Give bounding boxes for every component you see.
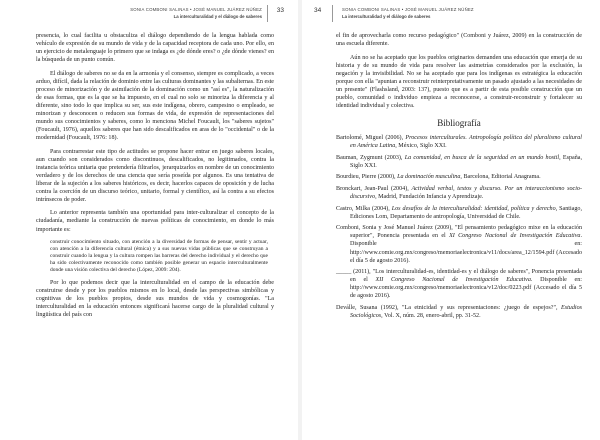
reference-list (336, 134, 582, 320)
page-number: 33 (276, 7, 284, 14)
header-divider (332, 5, 333, 22)
page-number: 34 (314, 7, 322, 14)
reference-entry: Bauman, Zygmunt (2003), La comunidad, en busca de la seguridad en un mundo hostil, España, Siglo XXI. (336, 154, 583, 169)
running-head-authors: SONIA COMBONI SALINAS • JOSÉ MANUEL JUÁREZ NÚÑEZ (130, 7, 262, 12)
reference-entry: Bronckart, Jean-Paul (2004), Actividad verbal, textos y discurso. Por un interaccionismo socio-discursivo, Madrid, Fundación Infancia y Aprendizaje. (336, 185, 582, 201)
reference-entry: Comboni, Sonia y José Manuel Juárez (2009), "El pensamiento pedagógico mixe en la educación superior", Ponencia presentada en el XI Congreso Nacional de Investigación Educativa. Disponible en: http://www.comie.org.mx/congreso/memoriaelectronica/v11/docs/area_12/1594.pdf (Accesado el día 5 de agosto 2016). (336, 225, 582, 264)
paragraph: Para contrarrestar este tipo de actitudes se propone hacer entrar en juego saberes locales, aun cuando son considerados como discontinuos, descalificados, no legitimados, contra la instancia teórica unitaria que pretendería filtrarlos, jerarquizarlos en nombre de un conocimiento verdadero y de los derechos de una ciencia que sería poseída por algunos. Es una tentativa de liberar de la sujeción a los saberes históricos, es decir, hacerlos capaces de oposición y de lucha contra la coerción de un discurso teórico, unitario, formal y científico, así la contra a su efectos intrínsecos de poder. (36, 148, 274, 203)
reference-entry: Bourdieu, Pierre (2000), La dominación masculina, Barcelona, Editorial Anagrama. (336, 174, 541, 181)
running-head (130, 7, 262, 19)
right-page (302, 0, 600, 440)
running-head-title: La interculturalidad y el diálogo de saberes (173, 14, 262, 19)
reference-entry: Bartolomé, Miguel (2006), Procesos interculturales. Antropología política del pluralismo cultural en América Latina, México, Siglo XXI. (336, 134, 582, 150)
reference-entry: _____ (2011), "Los interculturalidad-es, identidad-es y el diálogo de saberes", Ponencia presentada en el XII Congreso Nacional de Investigación Educativa. Disponible en: http://www.comie.org.mx/congreso/memoriaelectronica/v12/doc/0223.pdf (Accesado el día 5 de agosto 2016). (336, 269, 583, 300)
bibliography-heading: Bibliografía (437, 117, 481, 128)
left-page (0, 0, 298, 440)
block-quote: construir conocimiento situado, con atención a la diversidad de formas de pensar, sentir y actuar, con atención a la diferencia cultural (étnica) y a sus nuevas vidas públicas que se construyan a construir cuando la lengua y la cultura rompen las barreras del derecho individual y el derecho que ha sido colectivamente reconocido como también posible generar un espacio interculturalmente donde una visión colectiva del derecho (López, 2009: 204). (50, 238, 268, 273)
running-head (342, 7, 474, 19)
paragraph: Lo anterior representa también una oportunidad para inter-culturalizar el concepto de la ciudadanía, mediante la construcción de nuevas políticas de conocimiento, en donde lo más importante es: (36, 210, 274, 233)
paragraph: Aún no se ha aceptado que los pueblos originarios demanden una educación que emerja de su historia y de su mundo de vida para resolver las asimetrías considerados por la exclusión, la negación y la invisibilidad. No se ha aceptado que para los indígenas es estratégica la educación porque con ella "apuntan a reconstruir reinterpretativamente un pasado ajustado a las necesidades de un presente" (Flashsland, 2003: 137), puesto que es a partir de esta posible construcción que un pueblo, comunidad o individuo empieza a reconocerse, a construir-reconstruir y fortalecer su identidad individual y colectiva. (336, 54, 582, 109)
paragraph: presencia, lo cual facilita u obstaculiza el diálogo dependiendo de la lengua hablada como vehículo de expresión de su mundo de vida y de la capacidad receptora de cada uno. Por ello, en un ejercicio de metalenguaje lo primero que se indaga es ¿de dónde eres? o ¿de dónde vienes? en la búsqueda de un punto común. (36, 33, 274, 64)
header-divider (267, 5, 268, 22)
left-body-text (36, 32, 274, 319)
paragraph: El diálogo de saberes no se da en la armonía y el consenso, siempre es complicado, a veces arduo, difícil, dada la relación de dominio entre las culturas dominantes y las subalternas. En este proceso de minorización y de asimilación de la dominación como un "así es", la naturalización de esas formas, que es la que se ha impuesto, en el cual no solo se minoriza la diferencia y al diferente, sino todo lo que implica su ser, sus este indígena, obrero, campesino o empleado, se minorizan y desconocen o reducen sus formas de vida, de expresión de representaciones del mundo sus conocimientos y saberes, como lo menciona Michel Foucault, los "saberes sujetos" (Foucault, 1976), aquellos saberes que han sido descalificados en aras de lo "occidental" o de la modernidad (Foucault, 1976: 18). (36, 70, 274, 142)
paragraph: Por lo que podemos decir que la interculturalidad en el campo de la educación debe construirse desde y por los pueblos mismos en lo local, desde las perspectivas simbólicas y cognitivas de los pueblos propios, desde sus mundos de vida y cosmogonías. "La interculturalidad en la educación entonces significará hacerse cargo de la pluralidad cultural y lingüística del país con (36, 280, 274, 319)
running-head-title: La interculturalidad y el diálogo de saberes (342, 14, 431, 19)
reference-entry: Deválle, Susana (1992), "La etnicidad y sus representaciones: ¿juego de espejos?", Estudios Sociológicos, Vol. X, núm. 28, enero-abril, pp. 31-52. (336, 304, 582, 320)
paragraph: el fin de aprovecharla como recurso pedagógico" (Comboni y Juárez, 2009) en la construcción de una escuela diferente. (336, 33, 582, 48)
right-body-text (336, 32, 582, 324)
reference-entry: Castro, Milka (2004), Los desafíos de la interculturalidad: identidad, política y derecho, Santiago, Ediciones Lom, Departamento de antropología, Universidad de Chile. (336, 205, 582, 220)
running-head-authors: SONIA COMBONI SALINAS • JOSÉ MANUEL JUÁREZ NÚÑEZ (342, 7, 474, 12)
